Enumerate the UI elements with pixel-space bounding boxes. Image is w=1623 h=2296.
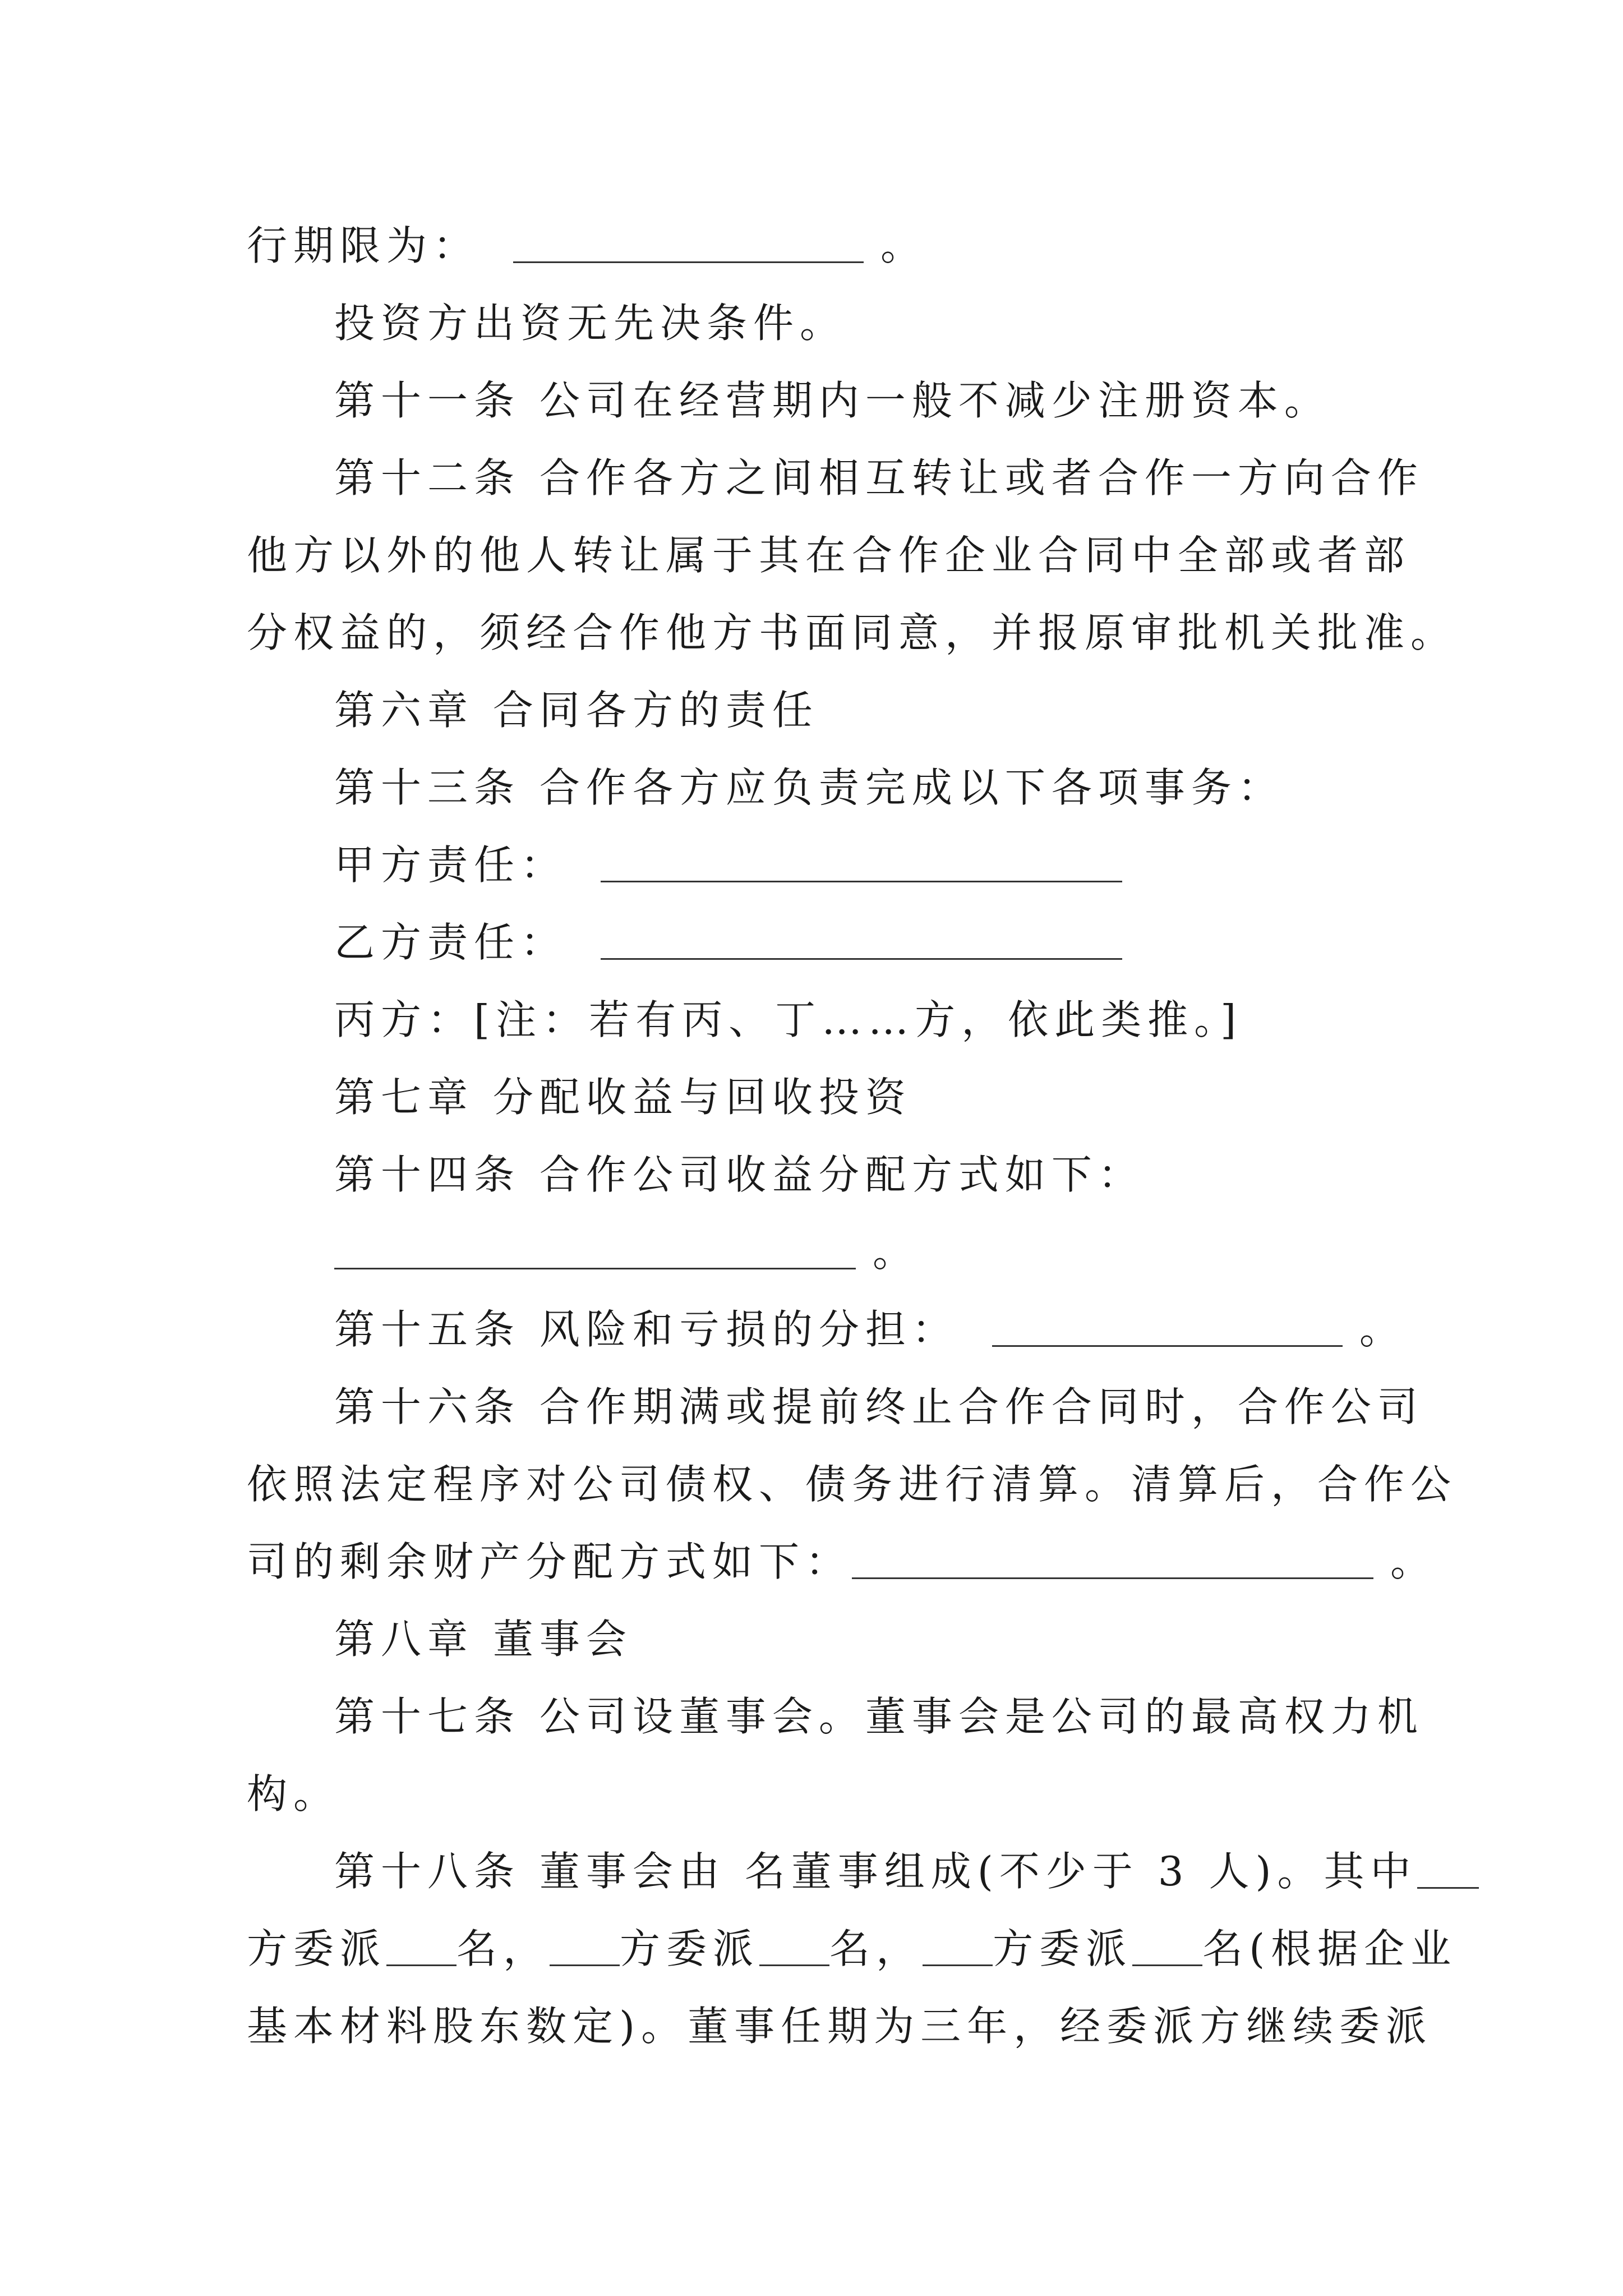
text-line-20 xyxy=(0,1677,1623,1756)
text-line-15 xyxy=(0,1290,1623,1369)
line-5-text: 他方以外的他人转让属于其在合作企业合同中全部或者部 xyxy=(247,532,1411,579)
fill-blank xyxy=(759,1924,829,1966)
line-23-text-f: 名(根据企业 xyxy=(1202,1925,1458,1972)
line-7-text: 第六章 合同各方的责任 xyxy=(334,687,819,734)
line-15-text: 第十五条 风险和亏损的分担： xyxy=(334,1306,958,1353)
line-21-text: 构。 xyxy=(247,1770,340,1818)
chapter-heading-7 xyxy=(0,1058,1623,1137)
line-6-text: 分权益的，须经合作他方书面同意，并报原审批机关批准。 xyxy=(247,609,1458,656)
chapter-heading-6 xyxy=(0,671,1623,749)
text-line-17 xyxy=(0,1445,1623,1524)
fill-blank xyxy=(1417,1847,1479,1889)
line-2-text: 投资方出资无先决条件。 xyxy=(334,300,847,347)
line-23-text-d: 名， xyxy=(829,1925,923,1972)
line-1-text: 行期限为： xyxy=(247,222,480,269)
line-23-text-c: 方委派 xyxy=(620,1925,760,1972)
text-line-3 xyxy=(0,361,1623,440)
text-line-9 xyxy=(0,826,1623,904)
line-23-text-b: 名， xyxy=(457,1925,550,1972)
fill-blank xyxy=(601,840,1122,882)
text-line-10 xyxy=(0,903,1623,982)
line-12-text: 第七章 分配收益与回收投资 xyxy=(334,1074,912,1121)
text-line-8 xyxy=(0,748,1623,827)
text-line-2 xyxy=(0,284,1623,362)
text-line-4 xyxy=(0,439,1623,517)
line-18-end: 。 xyxy=(1390,1538,1437,1585)
line-20-text: 第十七条 公司设董事会。董事会是公司的最高权力机 xyxy=(334,1693,1424,1740)
line-24-text: 基本材料股东数定)。董事任期为三年，经委派方继续委派 xyxy=(247,2003,1433,2050)
fill-blank xyxy=(852,1537,1373,1579)
line-18-text: 司的剩余财产分配方式如下： xyxy=(247,1538,852,1585)
text-line-21 xyxy=(0,1755,1623,1833)
text-line-14 xyxy=(0,1213,1623,1291)
line-3-text: 第十一条 公司在经营期内一般不减少注册资本。 xyxy=(334,377,1331,424)
line-19-text: 第八章 董事会 xyxy=(334,1616,633,1663)
fill-blank xyxy=(334,1227,856,1269)
text-line-24 xyxy=(0,1987,1623,2065)
line-15-end: 。 xyxy=(1359,1306,1406,1353)
line-13-text: 第十四条 合作公司收益分配方式如下： xyxy=(334,1151,1145,1198)
line-22-text: 第十八条 董事会由 名董事组成(不少于 3 人)。其中 xyxy=(334,1848,1417,1895)
text-line-1 xyxy=(0,206,1623,285)
line-23-text-e: 方委派 xyxy=(993,1925,1133,1972)
line-1-end: 。 xyxy=(880,222,928,269)
fill-blank xyxy=(923,1924,993,1966)
text-line-23 xyxy=(0,1910,1623,1988)
chapter-heading-8 xyxy=(0,1600,1623,1678)
text-line-5 xyxy=(0,516,1623,595)
line-10-text: 乙方责任： xyxy=(334,919,568,966)
line-16-text: 第十六条 合作期满或提前终止合作合同时，合作公司 xyxy=(334,1383,1424,1430)
line-9-text: 甲方责任： xyxy=(334,841,568,889)
text-line-22 xyxy=(0,1832,1623,1911)
fill-blank xyxy=(386,1924,457,1966)
fill-blank xyxy=(1132,1924,1202,1966)
text-line-18 xyxy=(0,1522,1623,1601)
line-17-text: 依照法定程序对公司债权、债务进行清算。清算后，合作公 xyxy=(247,1461,1458,1508)
fill-blank xyxy=(601,918,1122,960)
line-8-text: 第十三条 合作各方应负责完成以下各项事务： xyxy=(334,764,1284,811)
text-line-6 xyxy=(0,593,1623,672)
text-line-13 xyxy=(0,1135,1623,1214)
fill-blank xyxy=(992,1305,1343,1347)
fill-blank xyxy=(513,221,864,263)
line-4-text: 第十二条 合作各方之间相互转让或者合作一方向合作 xyxy=(334,454,1424,501)
line-11-text: 丙方：[注：若有丙、丁……方，依此类推。] xyxy=(334,996,1243,1043)
text-line-16 xyxy=(0,1368,1623,1446)
fill-blank xyxy=(550,1924,620,1966)
line-14-end: 。 xyxy=(873,1228,920,1276)
text-line-11 xyxy=(0,981,1623,1059)
line-23-text-a: 方委派 xyxy=(247,1925,387,1972)
